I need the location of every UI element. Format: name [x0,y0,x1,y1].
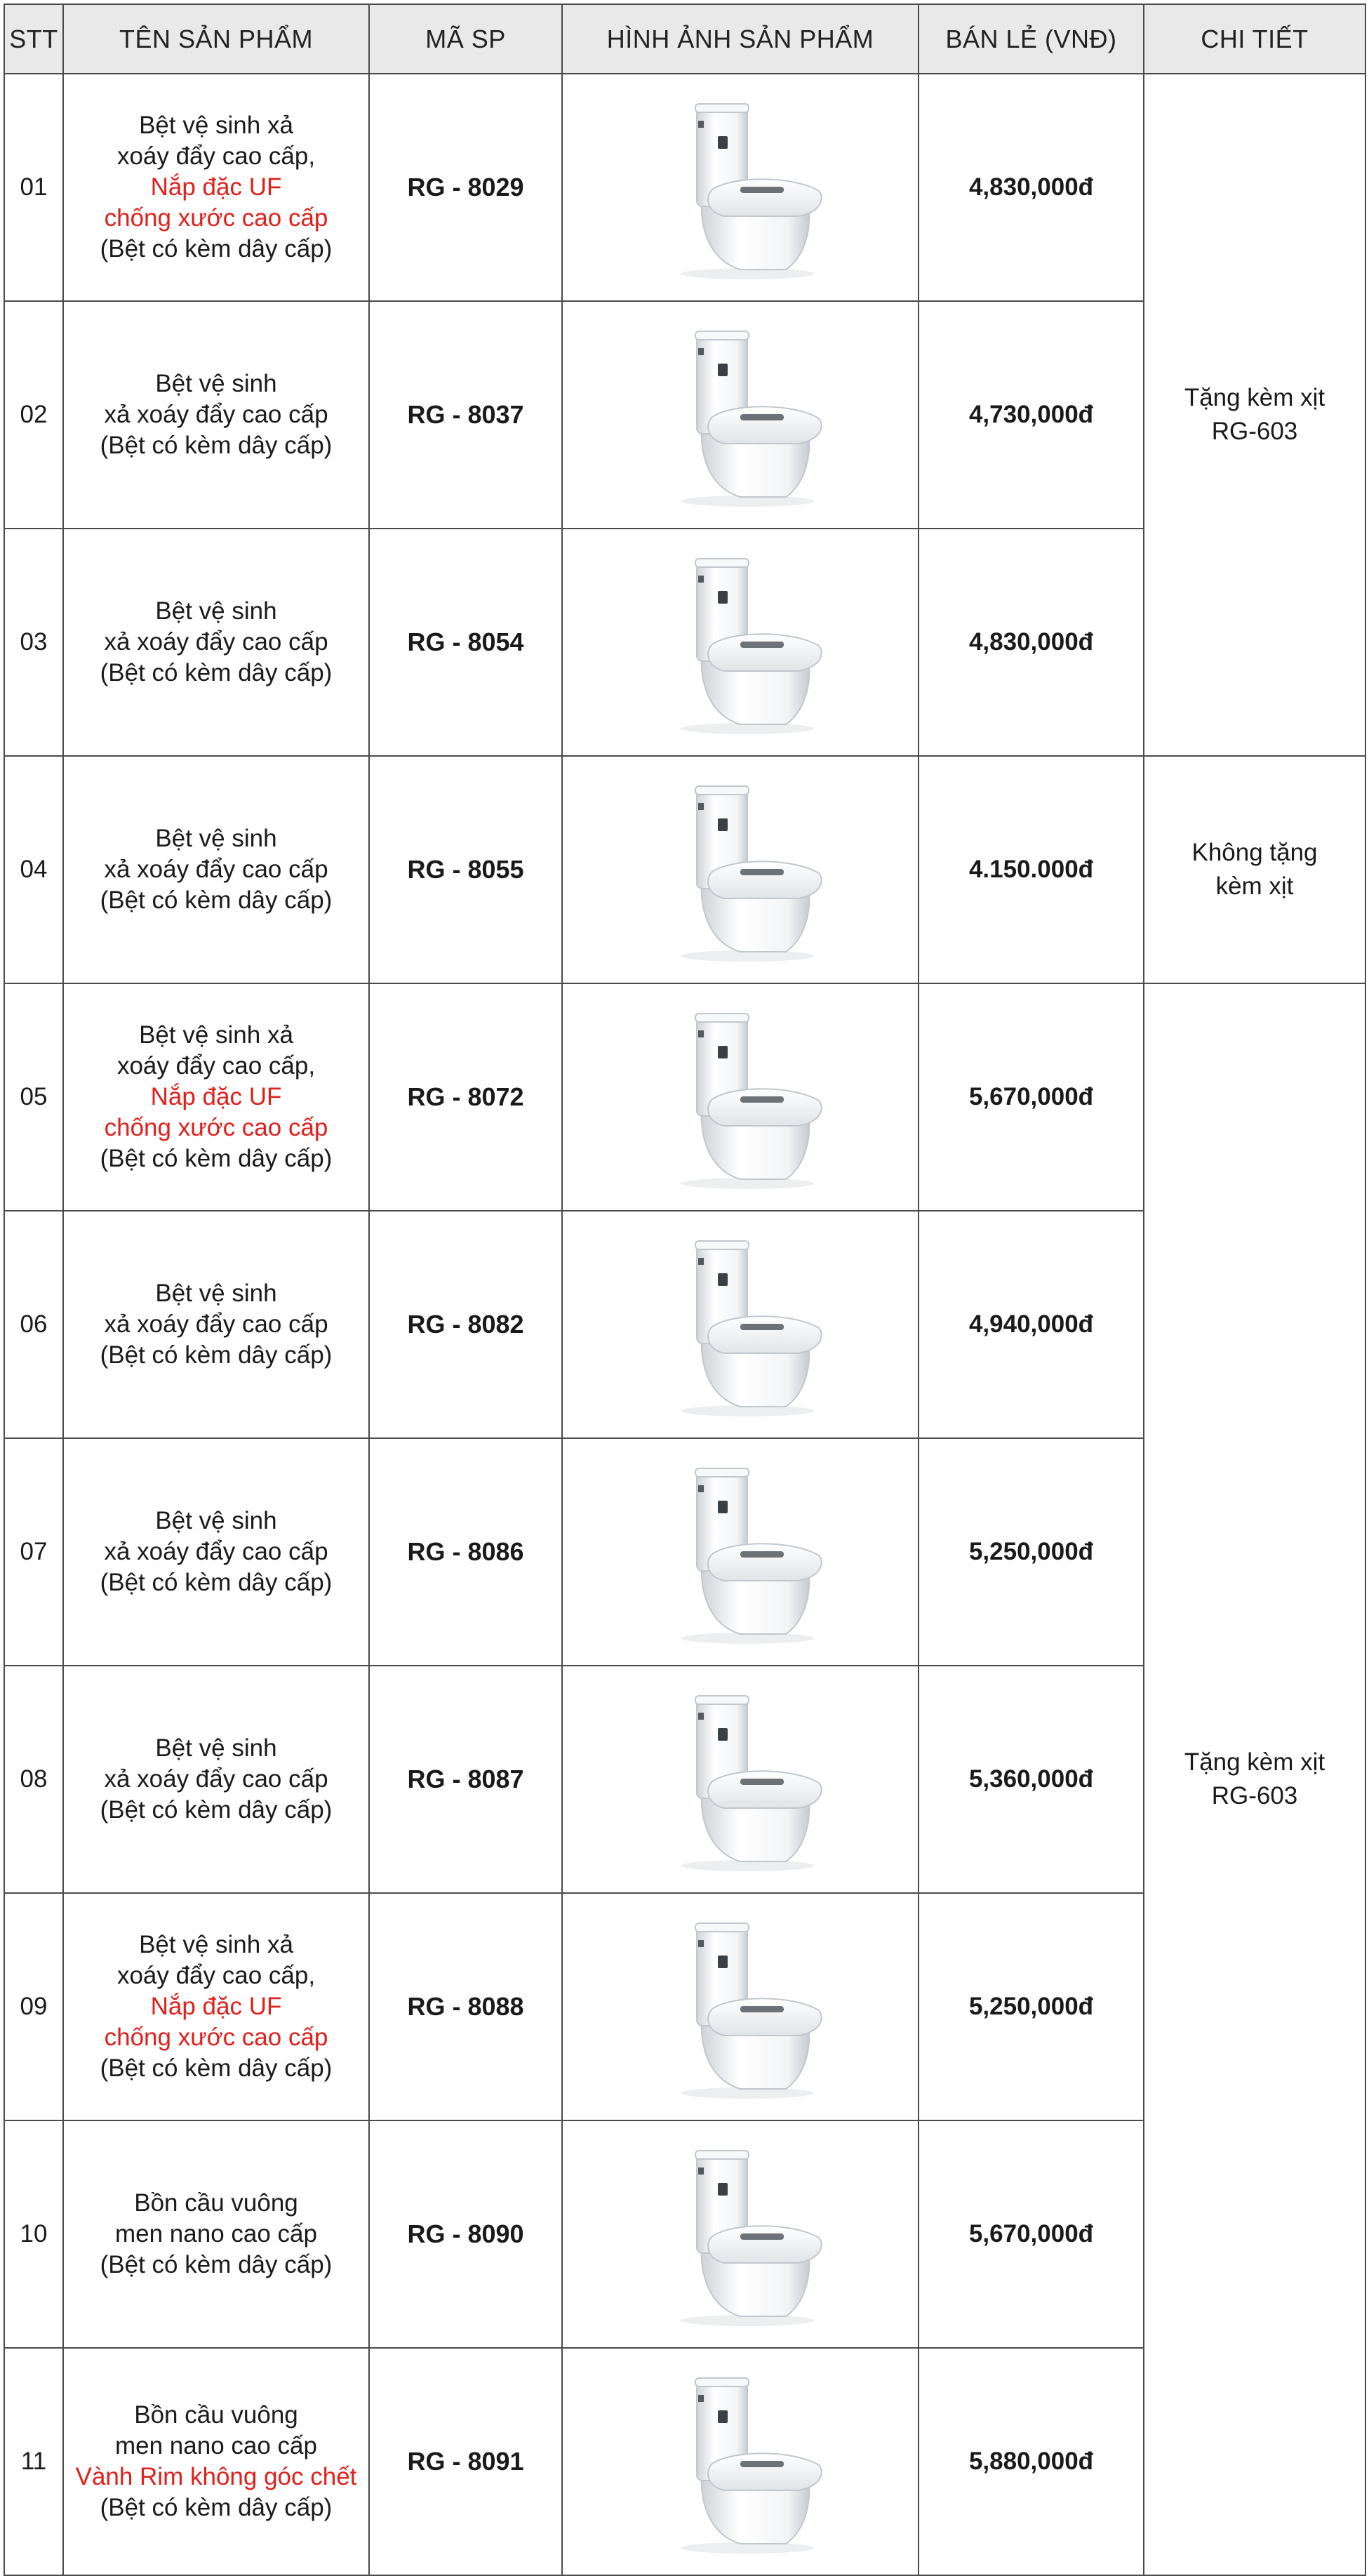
product-name [63,301,369,529]
row-number: 01 [4,74,63,301]
product-image-cell [562,2348,919,2575]
product-name-line: (Bệt có kèm dây cấp) [100,2054,333,2082]
row-number: 11 [4,2348,63,2575]
row-number: 09 [4,1893,63,2120]
product-name-line: (Bệt có kèm dây cấp) [100,1341,333,1369]
product-image-cell [562,2120,919,2348]
product-image-cell [562,301,919,529]
row-number: 05 [4,983,63,1211]
product-name [63,74,369,301]
toilet-icon [563,530,918,755]
product-name-line: (Bệt có kèm dây cấp) [100,2251,333,2278]
product-highlight-text: Vành Rim không góc chết [75,2463,357,2490]
retail-price: 5,360,000đ [919,1666,1144,1893]
product-highlight-text: chống xước cao cấp [104,204,328,232]
product-name-line: Bồn cầu vuông [134,2189,298,2217]
detail-line: Tặng kèm xịt [1184,1748,1325,1776]
product-code: RG - 8090 [369,2120,562,2348]
retail-price: 4,830,000đ [919,74,1144,301]
product-image-cell [562,756,919,983]
product-highlight-text: Nắp đặc UF [150,173,282,201]
product-image-cell [562,74,919,301]
header-detail: CHI TIẾT [1144,4,1365,74]
detail-line: Không tặng [1191,839,1318,866]
product-name-line: (Bệt có kèm dây cấp) [100,887,333,914]
product-code: RG - 8029 [369,74,562,301]
product-name-line: Bệt vệ sinh [155,1734,277,1762]
product-image-cell [562,1211,919,1438]
product-name-line: (Bệt có kèm dây cấp) [100,235,333,263]
product-name-line: (Bệt có kèm dây cấp) [100,432,333,459]
product-name-line: xoáy đẩy cao cấp, [116,142,316,170]
detail-note [1144,983,1365,2575]
product-name-line: Bệt vệ sinh [155,370,277,397]
toilet-icon [563,1440,918,1664]
product-image-cell [562,1438,919,1666]
product-name-line: men nano cao cấp [115,2220,317,2248]
retail-price: 5,250,000đ [919,1893,1144,2120]
table-body [4,74,1365,2575]
product-name-line: xoáy đẩy cao cấp, [116,1052,316,1080]
detail-note [1144,74,1365,756]
table-row [4,983,1365,1211]
product-highlight-text: Nắp đặc UF [150,1993,282,2020]
product-name [63,756,369,983]
row-number: 07 [4,1438,63,1666]
retail-price: 4.150.000đ [919,756,1144,983]
retail-price: 4,830,000đ [919,529,1144,756]
product-image-cell [562,1893,919,2120]
retail-price: 5,670,000đ [919,2120,1144,2348]
product-image-cell [562,983,919,1211]
row-number: 08 [4,1666,63,1893]
row-number: 06 [4,1211,63,1438]
header-stt: STT [4,4,63,74]
product-name-line: Bệt vệ sinh xả [139,112,293,139]
header-row [4,4,1365,74]
product-code: RG - 8088 [369,1893,562,2120]
product-name-line: (Bệt có kèm dây cấp) [100,1569,333,1596]
product-name-line: (Bệt có kèm dây cấp) [100,1796,333,1824]
header-product-image: HÌNH ẢNH SẢN PHẨM [562,4,919,74]
product-name-line: (Bệt có kèm dây cấp) [100,1145,333,1172]
product-name-line: Bệt vệ sinh [155,1507,277,1534]
product-code: RG - 8054 [369,529,562,756]
toilet-icon [563,75,918,300]
product-image-cell [562,529,919,756]
retail-price: 4,730,000đ [919,301,1144,529]
toilet-icon [563,1894,918,2119]
product-name-line: Bệt vệ sinh [155,825,277,852]
retail-price: 4,940,000đ [919,1211,1144,1438]
product-name-line: Bồn cầu vuông [134,2401,298,2429]
product-name-line: Bệt vệ sinh xả [139,1931,293,1958]
detail-line: Tặng kèm xịt [1184,384,1325,411]
product-name [63,1211,369,1438]
product-name-line: Bệt vệ sinh [155,597,277,625]
product-name-line: xả xoáy đẩy cao cấp [104,1310,328,1338]
retail-price: 5,670,000đ [919,983,1144,1211]
product-name [63,1666,369,1893]
row-number: 10 [4,2120,63,2348]
table-row [4,74,1365,301]
detail-note [1144,756,1365,983]
product-price-table [4,4,1366,2576]
table-header [4,4,1365,74]
product-name [63,1438,369,1666]
product-name [63,529,369,756]
retail-price: 5,880,000đ [919,2348,1144,2575]
row-number: 04 [4,756,63,983]
header-retail-price: BÁN LẺ (VNĐ) [919,4,1144,74]
product-highlight-text: chống xước cao cấp [104,2024,328,2051]
product-code: RG - 8055 [369,756,562,983]
product-name-line: Bệt vệ sinh xả [139,1021,293,1049]
toilet-icon [563,2349,918,2574]
toilet-icon [563,985,918,1209]
product-name-line: xả xoáy đẩy cao cấp [104,1538,328,1565]
table-row [4,756,1365,983]
toilet-icon [563,1212,918,1437]
product-name-line: Bệt vệ sinh [155,1280,277,1307]
detail-line: kèm xịt [1215,872,1294,900]
product-name-line: xả xoáy đẩy cao cấp [104,401,328,428]
toilet-icon [563,2122,918,2346]
row-number: 02 [4,301,63,529]
product-name-line: (Bệt có kèm dây cấp) [100,659,333,686]
product-name [63,1893,369,2120]
product-code: RG - 8091 [369,2348,562,2575]
product-name-line: men nano cao cấp [115,2432,317,2459]
toilet-icon [563,303,918,527]
product-name-line: xả xoáy đẩy cao cấp [104,1765,328,1793]
product-code: RG - 8082 [369,1211,562,1438]
product-code: RG - 8037 [369,301,562,529]
product-image-cell [562,1666,919,1893]
product-name-line: xả xoáy đẩy cao cấp [104,628,328,656]
retail-price: 5,250,000đ [919,1438,1144,1666]
product-code: RG - 8087 [369,1666,562,1893]
product-name-line: (Bệt có kèm dây cấp) [100,2494,333,2521]
product-code: RG - 8086 [369,1438,562,1666]
detail-line: RG-603 [1211,1782,1298,1810]
product-name [63,2120,369,2348]
product-highlight-text: chống xước cao cấp [104,1114,328,1141]
product-code: RG - 8072 [369,983,562,1211]
toilet-icon [563,1667,918,1892]
product-name [63,2348,369,2575]
row-number: 03 [4,529,63,756]
product-highlight-text: Nắp đặc UF [150,1083,282,1110]
product-name-line: xoáy đẩy cao cấp, [116,1962,316,1989]
toilet-icon [563,757,918,982]
detail-line: RG-603 [1211,418,1298,445]
header-product-name: TÊN SẢN PHẨM [63,4,369,74]
header-product-code: MÃ SP [369,4,562,74]
product-name-line: xả xoáy đẩy cao cấp [104,856,328,883]
product-name [63,983,369,1211]
